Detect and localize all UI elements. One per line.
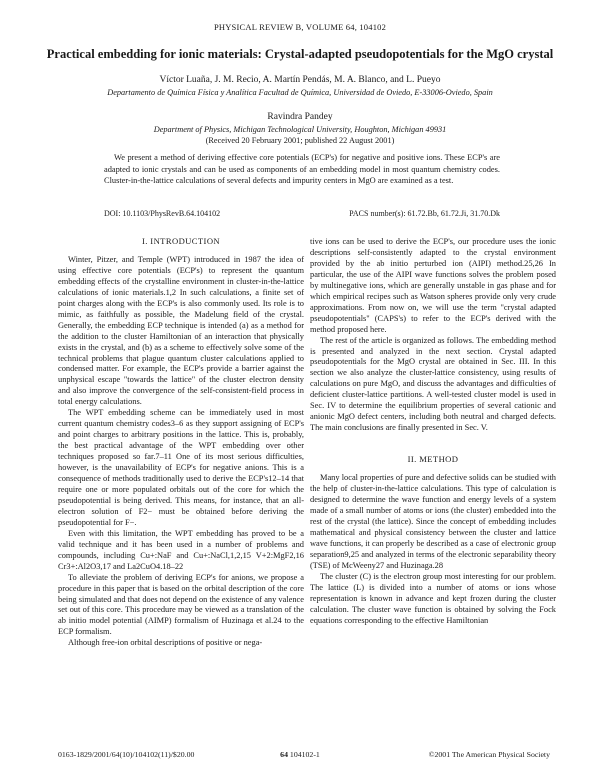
affiliation-michigan: Department of Physics, Michigan Technological University, Houghton, Michigan 49931 [153,125,447,134]
footer-volume: 64 [280,750,288,759]
section-heading-introduction: I. INTRODUCTION [141,236,221,246]
journal-header: PHYSICAL REVIEW B, VOLUME 64, 104102 [213,22,387,32]
intro-paragraph-1: Winter, Pitzer, and Temple (WPT) introduced in 1987 the idea of using effective core potentials (ECP's) to represent the quantum embedding effects of the crystalline environment in cluster-in-the-lattice calculations of ionic materials.1,2 In such calculations, a finite set of point charges along with the ECP's is also commonly used. Its role is to mimic, as faithfully as possible, the Madelung field of the crystal. Generally, the embedding ECP technique is intended (a) as a method for the addition to the cluster Hamiltonian of an interaction that physically exists in the crystal, and (b) as a scheme to effectively solve some of the technical problems that plague quantum cluster calculations applied to condensed matter. For example, the ECP's provide a barrier against the unphysical escape "towards the lattice" of the cluster electron density and also improve the convergence of the self-consistent-field process in total energy calculations. [58,254,304,407]
received-dates: (Received 20 February 2001; published 22 August 2001) [205,136,395,145]
pacs-numbers: PACS number(s): 61.72.Bb, 61.72.Ji, 31.70.Dk [349,209,500,218]
author-list: Víctor Luaña, J. M. Recio, A. Martín Pendás, M. A. Blanco, and L. Pueyo [159,75,441,85]
footer-issn: 0163-1829/2001/64(10)/104102(11)/$20.00 [58,750,195,759]
paper-title: Practical embedding for ionic materials: Crystal-adapted pseudopotentials for the MgO crystal [46,47,554,61]
method-paragraph-1: Many local properties of pure and defective solids can be studied with the help of cluster-in-the-lattice calculations. This type of calculation is designed to determine the wave function and energy levels of a system made of a small number of atoms or ions (the cluster) embedded into the rest of the crystal (the lattice). Since the concept of embedding includes mathematical and physical consistency between the cluster and lattice wave functions, it can properly be described as a case of electronic group separation9,25 and analyzed in terms of the electronic separability theory (TSE) of McWeeny27 and Huzinaga.28 [310,473,556,570]
section-heading-method: II. METHOD [407,454,459,465]
footer-copyright: ©2001 The American Physical Society [428,750,550,759]
author-pandey: Ravindra Pandey [267,112,333,122]
method-paragraph-2: The cluster (C) is the electron group most interesting for our problem. The lattice (L) is divided into a number of atoms or ions whose representation is known in advance and kept frozen during the cluster calculation. The cluster wave function is obtained by solving the Fock equations corresponding to the effective Hamiltonian [310,571,556,625]
intro-paragraph-continued: tive ions can be used to derive the ECP's, our procedure uses the ionic descriptions self-consistently adapted to the crystal environment provided by the ab initio perturbed ion (AIPI) method.25,26 In particular, the use of the AIPI wave functions solves the problem posed by multinegative ions, which are generally unstable in gas phase and for which empirical recipes such as Watson spheres provide only very crude approximations. From now on, we will use the term "crystal adapted pseudopotentials" (CAPS's) to refer to the ECP's derived with the method proposed here. [310,237,556,334]
abstract: We present a method of deriving effective core potentials (ECP's) for negative and positive ions. These ECP's are adapted to ionic crystals and can be used as components of an embedding model in most quantum chemistry codes. Cluster-in-the-lattice calculations of several defects and impurity centers in MgO are examined as a test. [104,153,500,186]
left-column [58,236,304,649]
right-column [310,237,556,626]
footer-article-page: 104102-1 [289,750,320,759]
affiliation-oviedo: Departamento de Química Física y Analítica Facultad de Química, Universidad de Oviedo, E-33006-Oviedo, Spain [107,88,493,97]
intro-paragraph-organization: The rest of the article is organized as follows. The embedding method is presented and analyzed in the next section. Crystal adapted pseudopotentials for the MgO crystal are obtained in Sec. III. In this section we also analyze the cluster-lattice consistency, using results of calculations on pure MgO, and discuss the advantages and difficulties of deficient cluster-lattice partitions. A well-tested cluster model is used in Sec. IV to determine the equilibrium properties of several cationic and anionic MgO defect centers, including both neutral and charged defects. The main conclusions are finally presented in Sec. V. [310,335,556,433]
intro-paragraph-5: Although free-ion orbital descriptions of positive or nega- [68,638,263,648]
intro-paragraph-2: The WPT embedding scheme can be immediately used in most current quantum chemistry codes3–6 as they support assigning of ECP's and point charges to arbitrary positions in the lattice. This is, probably, the best practical advantage of the WPT embedding over other techniques proposed so far.7–11 One of its most serious difficulties, however, is the unavailability of ECP's for negative anions. This is a consequence of methods traditionally used to derive the ECP's12–14 that require one or more populated orbitals out of the core for which the pseudopotential is being derived. This means, for instance, that an all-electron solution of F2− must be obtained before deriving the pseudopotential for F−. [58,408,304,527]
intro-paragraph-4: To alleviate the problem of deriving ECP's for anions, we propose a procedure in this paper that is based on the orbital description of the core being simulated and that does not depend on the existence of any valence set out of this core. This procedure may be viewed as a translation of the ab initio model potential (AIMP) formalism of Huzinaga et al.24 to the ECP formalism. [58,572,304,637]
doi-link[interactable]: DOI: 10.1103/PhysRevB.64.104102 [104,209,221,218]
intro-paragraph-3: Even with this limitation, the WPT embedding has proved to be a valid technique and it has been used in a number of problems and compounds, including Cu+:NaF and Cu+:NaCl,1,2,15 V+2:MgF2,16 Cr3+:Al2O3,17 and La2CuO4.18–22 [58,528,304,571]
